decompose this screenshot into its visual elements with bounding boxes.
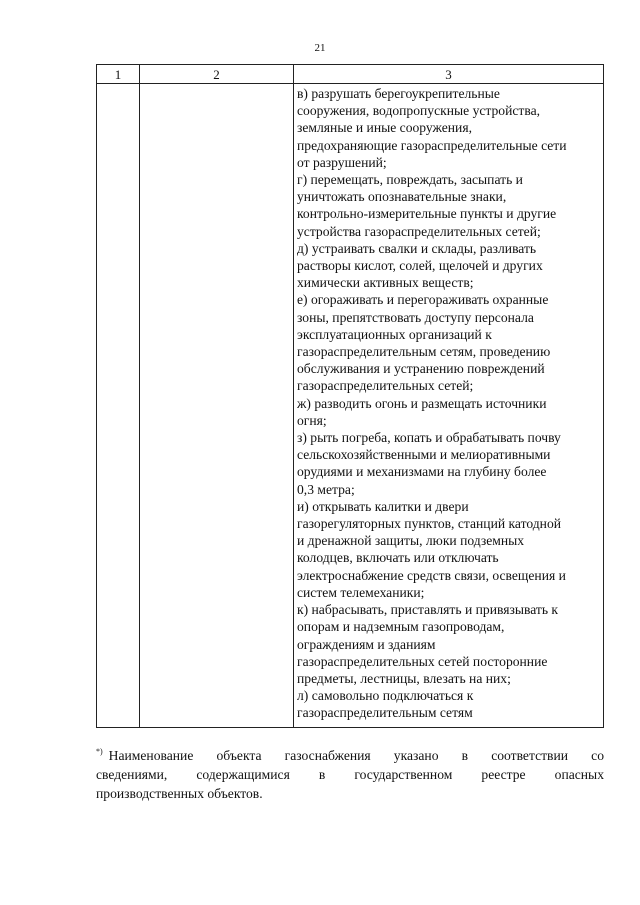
footnote-line-3: производственных объектов. — [96, 786, 263, 801]
list-item-line: зоны, препятствовать доступу персонала — [297, 309, 534, 325]
list-item-line: контрольно-измерительные пункты и другие — [297, 206, 557, 222]
list-item-line: растворы кислот, солей, щелочей и других — [297, 258, 543, 274]
list-item-line: газораспределительных сетей; — [297, 378, 474, 394]
list-item-line: газораспределительным сетям, проведению — [297, 344, 551, 360]
list-item-line: эксплуатационных организаций к — [297, 326, 492, 342]
prohibitions-list — [294, 84, 603, 722]
list-item-line: д) устраивать свалки и склады, разливать — [297, 240, 537, 256]
list-item-line: предохраняющие газораспределительные сети — [297, 137, 567, 153]
cell-col1 — [97, 84, 140, 728]
column-header-2: 2 — [140, 65, 294, 84]
requirements-table — [96, 64, 604, 728]
list-item-line: химически активных веществ; — [297, 275, 474, 291]
list-item-line: и) открывать калитки и двери — [297, 498, 469, 514]
list-item-line: газораспределительных сетей посторонние — [297, 653, 548, 669]
list-item-line: уничтожать опознавательные знаки, — [297, 189, 507, 205]
list-item-line: ж) разводить огонь и размещать источники — [297, 395, 547, 411]
list-item-line: орудиями и механизмами на глубину более — [297, 464, 547, 480]
list-item-line: к) набрасывать, приставлять и привязывать к — [297, 602, 559, 618]
list-item-line: з) рыть погреба, копать и обрабатывать почву — [297, 430, 561, 446]
list-item-line: обслуживания и устранению повреждений — [297, 361, 545, 377]
footnote-line-2: сведениями, содержащимися в государственном реестре опасных — [96, 767, 604, 782]
column-header-1: 1 — [97, 65, 140, 84]
list-item-line: предметы, лестницы, влезать на них; — [297, 670, 511, 686]
footnote-marker: *) — [96, 747, 103, 756]
footnote-line-1 — [96, 742, 604, 765]
column-header-3: 3 — [294, 65, 604, 84]
list-item-line: колодцев, включать или отключать — [297, 550, 499, 566]
table-row — [97, 84, 604, 728]
list-item-line: газорегуляторных пунктов, станций катодной — [297, 516, 562, 532]
list-item-line: устройства газораспределительных сетей; — [297, 223, 541, 239]
list-item-line: опорам и надземным газопроводам, — [297, 619, 505, 635]
list-item-line: сельскохозяйственными и мелиоративными — [297, 447, 551, 463]
cell-col2 — [140, 84, 294, 728]
list-item-line: в) разрушать берегоукрепительные — [297, 86, 500, 101]
cell-col3 — [294, 84, 604, 728]
list-item-line: систем телемеханики; — [297, 584, 425, 600]
table-header-row — [97, 65, 604, 84]
list-item-line: земляные и иные сооружения, — [297, 120, 472, 136]
list-item-line: г) перемещать, повреждать, засыпать и — [297, 172, 523, 188]
list-item-line: и дренажной защиты, люки подземных — [297, 533, 525, 549]
list-item-line: электроснабжение средств связи, освещения и — [297, 567, 566, 583]
list-item-line: 0,3 метра; — [297, 481, 355, 497]
list-item-line: газораспределительным сетям — [297, 705, 473, 721]
list-item-line: сооружения, водопропускные устройства, — [297, 103, 541, 119]
list-item-line: е) огораживать и перегораживать охранные — [297, 292, 549, 308]
list-item-line: ограждениям и зданиям — [297, 636, 436, 652]
list-item-line: огня; — [297, 412, 327, 428]
footnote — [96, 742, 604, 803]
list-item-line: от разрушений; — [297, 154, 387, 170]
footnote-text-1: Наименование объекта газоснабжения указано в соответствии со — [108, 748, 604, 763]
list-item-line: л) самовольно подключаться к — [297, 688, 474, 704]
page-number: 21 — [314, 42, 326, 54]
